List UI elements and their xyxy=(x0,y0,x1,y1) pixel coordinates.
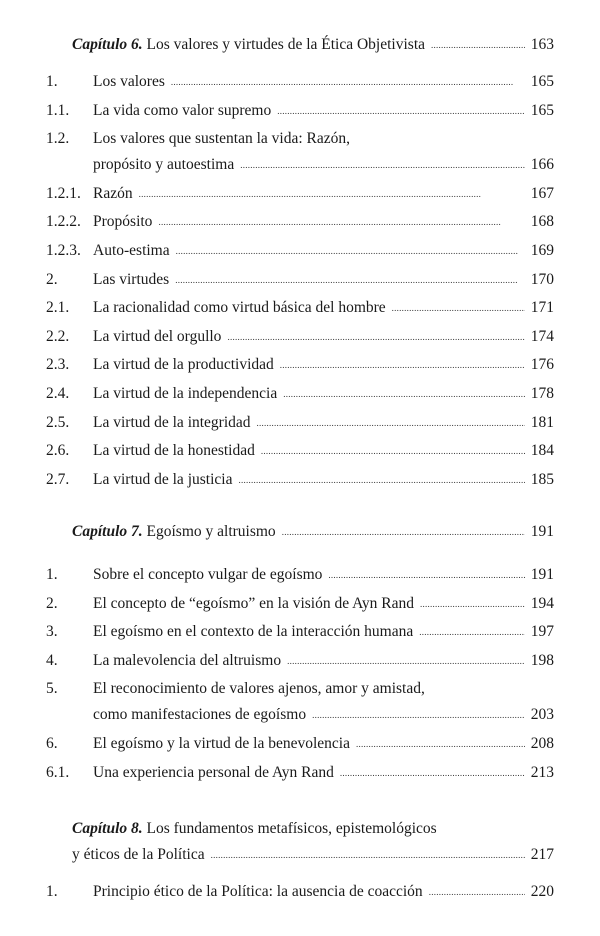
entry-title: La virtud de la justicia xyxy=(93,470,233,488)
page-number: 203 xyxy=(530,706,554,724)
toc-entry xyxy=(46,880,554,904)
entry-title: La malevolencia del altruismo xyxy=(93,651,282,669)
entry-number: 2.4. xyxy=(46,385,70,402)
page-number: 170 xyxy=(530,270,554,288)
entry-number: 1.1. xyxy=(46,101,70,119)
leader-dots xyxy=(227,325,524,349)
entry-title: Los valores xyxy=(93,73,165,90)
toc-entry-cont xyxy=(93,153,554,177)
page-number: 184 xyxy=(530,442,554,460)
entry-number: 2. xyxy=(46,594,58,612)
entry-title: El egoísmo y la virtud de la benevolencia xyxy=(93,735,350,752)
leader-dots xyxy=(340,761,525,785)
page-number: 169 xyxy=(530,242,554,259)
entry-title: El egoísmo en el contexto de la interacción humana xyxy=(93,623,414,641)
toc-entry xyxy=(46,296,554,320)
toc-entry xyxy=(46,411,554,435)
leader-dots xyxy=(429,880,525,904)
entry-number: 1.2.2. xyxy=(46,213,81,231)
toc-entry xyxy=(46,239,554,263)
page-number: 181 xyxy=(530,413,554,431)
toc-entry xyxy=(46,468,554,492)
leader-dots xyxy=(356,732,525,756)
page-number: 208 xyxy=(530,735,554,752)
entry-title: La virtud del orgullo xyxy=(93,327,222,345)
entry-title: Auto-estima xyxy=(93,242,170,259)
entry-number: 3. xyxy=(46,623,58,641)
toc-entry xyxy=(46,649,554,673)
entry-title: Los valores que sustentan la vida: Razón, xyxy=(93,130,350,148)
chapter-title-cont: y éticos de la Política xyxy=(72,846,205,863)
chapter-label: Capítulo 6. xyxy=(72,36,143,53)
leader-dots xyxy=(139,182,525,206)
entry-number: 2.3. xyxy=(46,356,70,374)
entry-number: 1.2.1. xyxy=(46,184,81,202)
page-number: 165 xyxy=(530,101,554,119)
toc-entry xyxy=(46,325,554,349)
chapter-title: Egoísmo y altruismo xyxy=(146,523,276,540)
entry-number: 5. xyxy=(46,680,58,698)
entry-title-cont: como manifestaciones de egoísmo xyxy=(93,706,307,724)
leader-dots xyxy=(238,468,524,492)
chapter-8-heading xyxy=(72,817,554,841)
page-number: 176 xyxy=(530,356,554,374)
toc-entry xyxy=(46,563,554,587)
entry-number: 1.2. xyxy=(46,130,70,148)
page-number: 168 xyxy=(530,213,554,231)
page-number: 191 xyxy=(530,566,554,583)
chapter-7-heading xyxy=(72,520,554,544)
entry-title: Sobre el concepto vulgar de egoísmo xyxy=(93,566,323,583)
entry-title: Razón xyxy=(93,184,133,202)
toc-entry xyxy=(46,732,554,756)
entry-number: 2.6. xyxy=(46,442,70,460)
entry-title: La racionalidad como virtud básica del hombre xyxy=(93,299,386,317)
leader-dots xyxy=(257,411,525,435)
entry-number: 4. xyxy=(46,651,58,669)
page-number: 178 xyxy=(530,385,554,402)
toc-entry xyxy=(46,268,554,292)
page-number: 213 xyxy=(530,763,554,781)
page-number: 220 xyxy=(530,883,554,900)
entry-number: 6. xyxy=(46,735,58,752)
toc-entry-cont xyxy=(93,703,554,727)
leader-dots xyxy=(328,563,524,587)
page-number: 191 xyxy=(530,523,554,540)
toc-entry xyxy=(46,210,554,234)
entry-number: 1. xyxy=(46,73,58,90)
entry-number: 2.7. xyxy=(46,470,70,488)
entry-title: El reconocimiento de valores ajenos, amor y amistad, xyxy=(93,680,425,698)
toc-entry xyxy=(46,592,554,616)
page-number: 197 xyxy=(530,623,554,641)
leader-dots xyxy=(240,153,525,177)
toc-entry xyxy=(0,127,554,151)
leader-dots xyxy=(277,99,525,123)
leader-dots xyxy=(211,843,525,867)
entry-title: La vida como valor supremo xyxy=(93,101,272,119)
page-number: 165 xyxy=(530,73,554,90)
leader-dots xyxy=(176,239,525,263)
leader-dots xyxy=(171,70,525,94)
entry-number: 6.1. xyxy=(46,763,70,781)
leader-dots xyxy=(283,382,525,406)
leader-dots xyxy=(392,296,525,320)
leader-dots xyxy=(158,210,524,234)
toc-entry xyxy=(46,70,554,94)
leader-dots xyxy=(261,439,525,463)
entry-title: La virtud de la integridad xyxy=(93,413,251,431)
leader-dots xyxy=(312,703,525,727)
toc-entry xyxy=(46,353,554,377)
entry-title: La virtud de la productividad xyxy=(93,356,274,374)
entry-number: 1.2.3. xyxy=(46,242,81,259)
chapter-label: Capítulo 7. xyxy=(72,523,143,540)
entry-number: 2.2. xyxy=(46,327,70,345)
entry-title: Propósito xyxy=(93,213,153,231)
chapter-label: Capítulo 8. xyxy=(72,820,143,837)
chapter-6-heading xyxy=(72,33,554,57)
leader-dots xyxy=(419,620,525,644)
leader-dots xyxy=(420,592,525,616)
toc-entry xyxy=(46,439,554,463)
page-number: 198 xyxy=(530,651,554,669)
entry-title: El concepto de “egoísmo” en la visión de Ayn Rand xyxy=(93,594,414,612)
page-number: 166 xyxy=(530,156,554,174)
toc-entry xyxy=(0,677,554,701)
toc-entry xyxy=(46,382,554,406)
leader-dots xyxy=(287,649,525,673)
toc-entry xyxy=(46,761,554,785)
chapter-title: Los fundamentos metafísicos, epistemológicos xyxy=(146,820,437,837)
entry-title: Una experiencia personal de Ayn Rand xyxy=(93,763,334,781)
entry-number: 2. xyxy=(46,270,58,288)
toc-entry xyxy=(46,182,554,206)
entry-title-cont: propósito y autoestima xyxy=(93,156,235,174)
chapter-8-heading-cont xyxy=(72,843,554,867)
page-number: 171 xyxy=(530,299,554,317)
toc-entry xyxy=(46,99,554,123)
leader-dots xyxy=(280,353,525,377)
leader-dots xyxy=(175,268,525,292)
entry-title: La virtud de la honestidad xyxy=(93,442,255,460)
entry-number: 1. xyxy=(46,883,58,900)
page-number: 217 xyxy=(530,846,554,863)
entry-title: La virtud de la independencia xyxy=(93,385,278,402)
entry-title: Las virtudes xyxy=(93,270,170,288)
entry-number: 1. xyxy=(46,566,58,583)
leader-dots xyxy=(282,520,525,544)
page-number: 174 xyxy=(530,327,554,345)
page-number: 194 xyxy=(530,594,554,612)
leader-dots xyxy=(431,33,525,57)
entry-number: 2.5. xyxy=(46,413,70,431)
chapter-title: Los valores y virtudes de la Ética Objetivista xyxy=(146,36,426,53)
entry-title: Principio ético de la Política: la ausencia de coacción xyxy=(93,883,423,900)
entry-number: 2.1. xyxy=(46,299,70,317)
toc-entry xyxy=(46,620,554,644)
page-number: 167 xyxy=(530,184,554,202)
page-number: 185 xyxy=(530,470,554,488)
page-number: 163 xyxy=(530,36,554,53)
